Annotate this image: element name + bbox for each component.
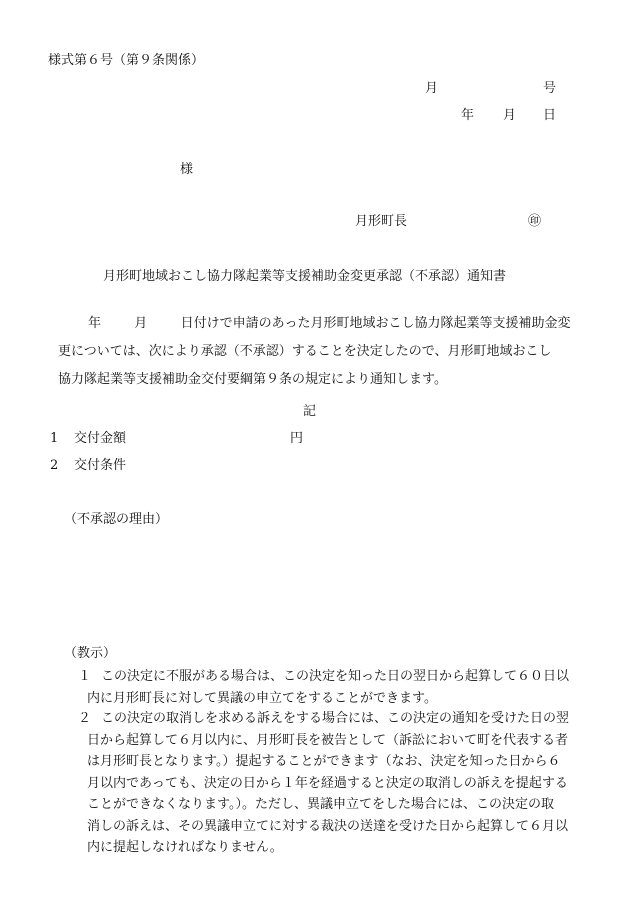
document-title: 月形町地域おこし協力隊起業等支援補助金変更承認（不承認）通知書 [103, 269, 507, 284]
item-1-number: 1 [50, 431, 59, 446]
kyoji-heading: （教示） [64, 646, 117, 661]
body-paragraph [58, 310, 570, 394]
body-line-3: 協力隊起業等支援補助金交付要綱第９条の規定により通知します。 [58, 372, 447, 387]
kyoji-item-1 [78, 666, 569, 709]
body-line-1 [58, 310, 570, 338]
header-number: 号 [543, 81, 557, 96]
kyoji-item-2-line: ことができなくなります。）。ただし、異議申立てをした場合には、この決定の取 [87, 797, 554, 812]
kyoji-item-2-line: 日から起算して６月以内に、月形町長を被告として（訴訟において町を代表する者 [87, 732, 569, 748]
body-year: 年 [88, 316, 102, 331]
header-year: 年 [461, 108, 475, 123]
kyoji-item-2-line: 内に提起しなければなりません。 [87, 840, 283, 855]
ki-mark: 記 [303, 404, 317, 419]
body-line-2: 更については、次により承認（不承認）することを決定したので、月形町地域おこし [58, 344, 552, 359]
form-label: 様式第６号（第９条関係） [48, 53, 205, 68]
kyoji-item-1-number: １ [78, 669, 92, 684]
reason-label: （不承認の理由） [64, 512, 169, 527]
kyoji-item-2-number: ２ [78, 711, 92, 726]
issuer-seal: ㊞ [528, 214, 542, 229]
item-1-label: 交付金額 [74, 431, 127, 446]
header-day: 日 [543, 108, 557, 123]
item-1-unit: 円 [290, 431, 304, 446]
issuer-name: 月形町長 [355, 214, 408, 229]
kyoji-item-1-line: 内に月形町長に対して異議の申立てをすることができます。 [87, 690, 437, 706]
kyoji-item-2-line: 月以内であっても、決定の日から１年を経過すると決定の取消しの訴えを提起する [87, 775, 568, 791]
header-month: 月 [425, 81, 439, 96]
body-line-1-rest: 日付けで申請のあった月形町地域おこし協力隊起業等支援補助金変 [180, 316, 571, 331]
kyoji-item-2-line: は月形町長となります。）提起することができます（なお、決定を知った日から６ [87, 754, 561, 769]
kyoji-item-1-line: この決定に不服がある場合は、この決定を知った日の翌日から起算して６０日以 [101, 669, 570, 684]
kyoji-item-2-line: この決定の取消しを求める訴えをする場合には、この決定の通知を受けた日の翌 [101, 711, 570, 726]
item-2-label: 交付条件 [74, 458, 127, 473]
kyoji-item-2-line: 消しの訴えは、その異議申立てに対する裁決の送達を受けた日から起算して６月以 [87, 818, 569, 834]
item-2-number: 2 [50, 458, 59, 473]
addressee-suffix: 様 [180, 162, 194, 177]
body-month: 月 [134, 316, 148, 331]
header-month-2: 月 [503, 108, 517, 123]
kyoji-item-2 [78, 708, 569, 859]
